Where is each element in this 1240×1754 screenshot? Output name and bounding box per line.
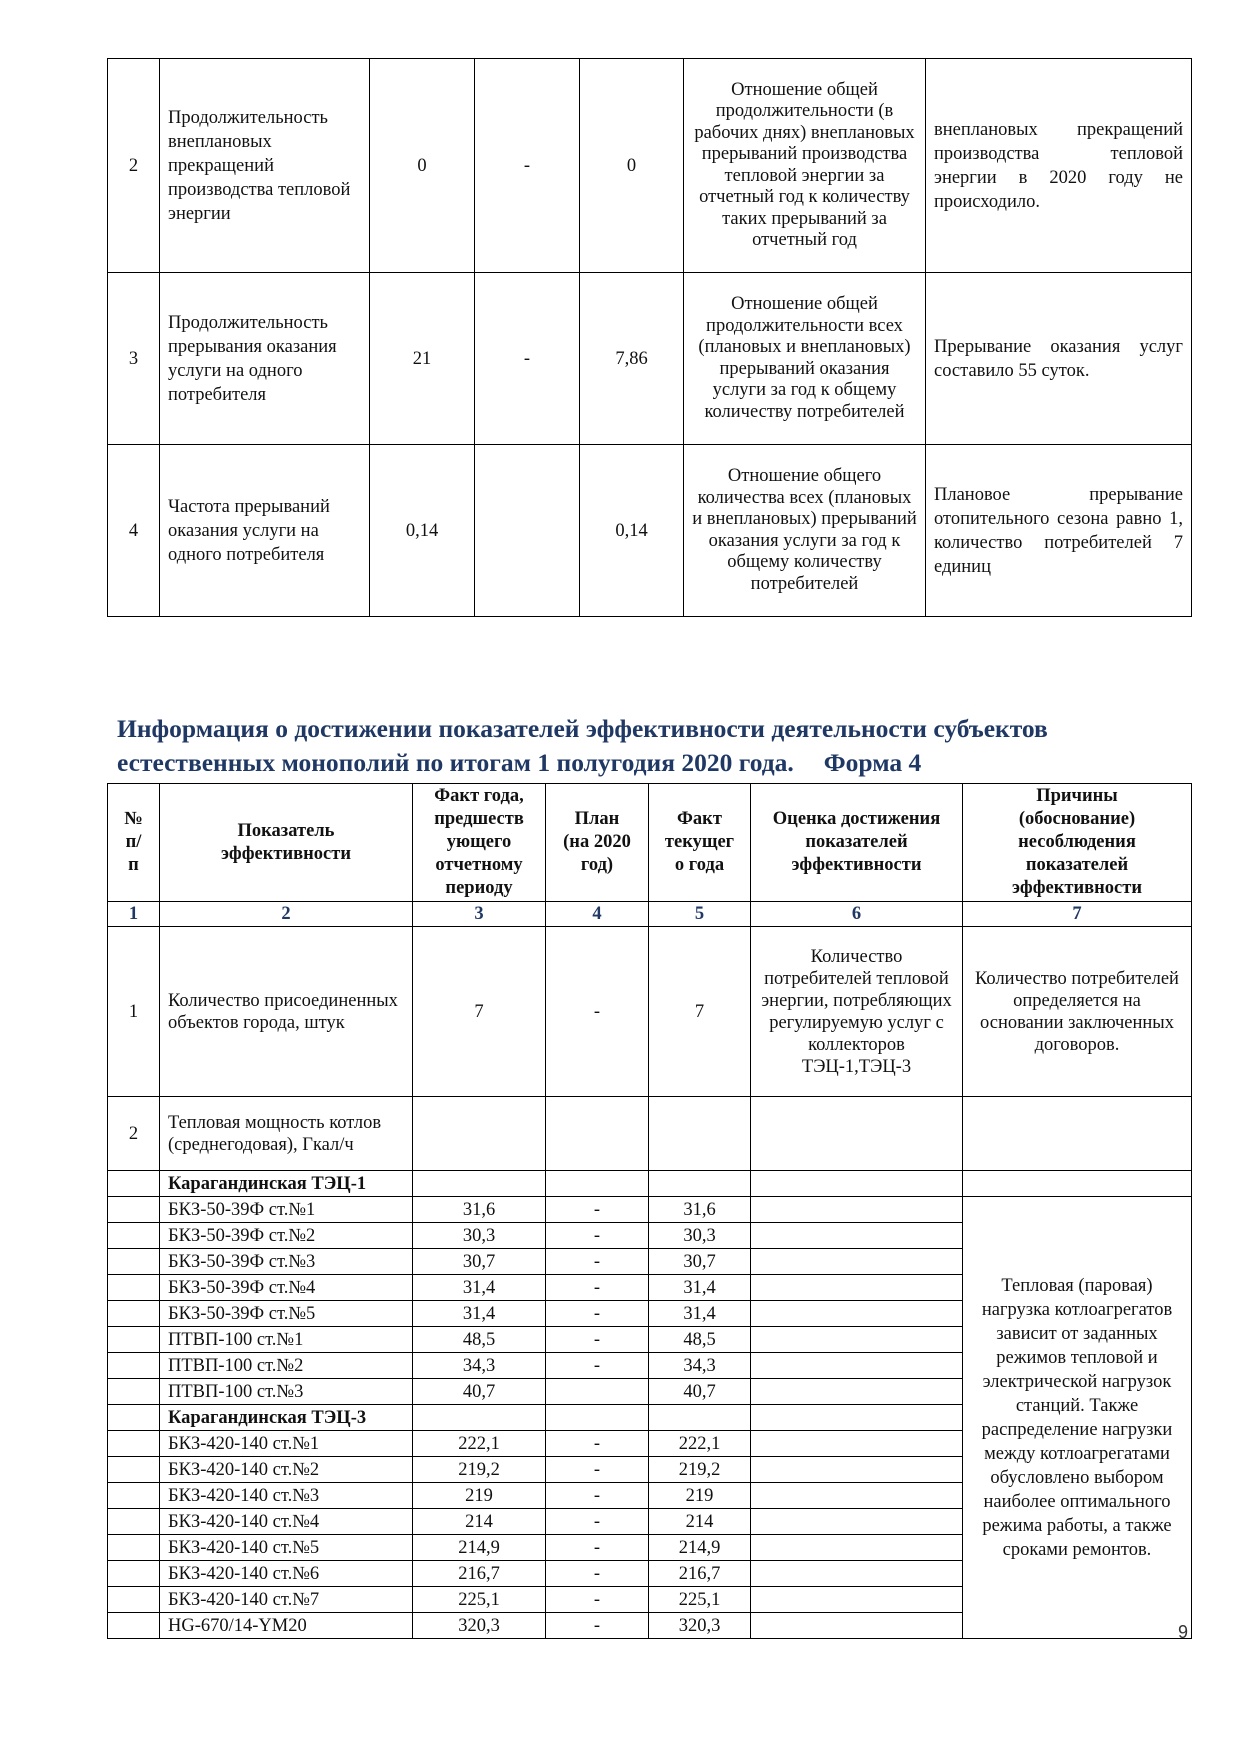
boiler-row xyxy=(108,1197,1192,1223)
column-number: 7 xyxy=(963,902,1192,927)
plan-cell: - xyxy=(546,927,649,1097)
assessment-cell xyxy=(751,1249,963,1275)
empty-cell xyxy=(108,1197,160,1223)
reason-cell: внеплановых прекращений производства тепловой энергии в 2020 году не происходило. xyxy=(926,59,1192,273)
boiler-name: ПТВП-100 ст.№2 xyxy=(160,1353,413,1379)
plan-cell: - xyxy=(546,1587,649,1613)
row-number: 2 xyxy=(108,59,160,273)
prev-year-cell: 219,2 xyxy=(413,1457,546,1483)
plan-cell: - xyxy=(475,273,580,445)
prev-year-cell: 48,5 xyxy=(413,1327,546,1353)
boiler-reason-cell: Тепловая (паровая) нагрузка котлоагрегатов зависит от заданных режимов тепловой и электрической нагрузок станций. Также распределение нагрузки между котлоагрегатами обусловлено выбором наиболее оптимального режима работы, а также сроками ремонтов. xyxy=(963,1197,1192,1639)
empty-cell xyxy=(649,1171,751,1197)
assessment-cell: Количество потребителей тепловой энергии, потребляющих регулируемую услуг с коллекторов ТЭЦ-1,ТЭЦ-3 xyxy=(751,927,963,1097)
current-year-cell: 34,3 xyxy=(649,1353,751,1379)
plan-cell: - xyxy=(546,1353,649,1379)
plan-cell: - xyxy=(546,1197,649,1223)
assessment-cell xyxy=(751,1587,963,1613)
assessment-cell: Отношение общей продолжительности всех (плановых и внеплановых) прерываний оказания услуги за год к общему количеству потребителей xyxy=(684,273,926,445)
empty-cell xyxy=(108,1353,160,1379)
form-label: Форма 4 xyxy=(823,748,922,777)
row-number: 2 xyxy=(108,1097,160,1171)
empty-cell xyxy=(413,1097,546,1171)
current-year-cell: 222,1 xyxy=(649,1431,751,1457)
prev-year-cell: 30,3 xyxy=(413,1223,546,1249)
assessment-cell xyxy=(751,1327,963,1353)
plan-cell: - xyxy=(546,1275,649,1301)
plan-cell xyxy=(475,445,580,617)
plan-cell: - xyxy=(546,1431,649,1457)
column-header: Факт текущег о года xyxy=(649,784,751,902)
indicator-cell: Количество присоединенных объектов города, штук xyxy=(160,927,413,1097)
empty-cell xyxy=(751,1171,963,1197)
empty-cell xyxy=(108,1431,160,1457)
current-year-cell: 40,7 xyxy=(649,1379,751,1405)
assessment-cell xyxy=(751,1301,963,1327)
indicator-cell: Тепловая мощность котлов (среднегодовая), Гкал/ч xyxy=(160,1097,413,1171)
table-row xyxy=(108,445,1192,617)
plan-cell: - xyxy=(546,1613,649,1639)
empty-cell xyxy=(108,1613,160,1639)
current-year-cell: 31,6 xyxy=(649,1197,751,1223)
assessment-cell: Отношение общей продолжительности (в рабочих днях) внеплановых прерываний производства тепловой энергии за отчетный год к количеству таких прерываний за отчетный год xyxy=(684,59,926,273)
prev-year-cell: 7 xyxy=(413,927,546,1097)
plan-cell: - xyxy=(546,1301,649,1327)
boiler-name: БКЗ-420-140 ст.№5 xyxy=(160,1535,413,1561)
reason-cell: Плановое прерывание отопительного сезона равно 1, количество потребителей 7 единиц xyxy=(926,445,1192,617)
boiler-name: БКЗ-50-39Ф ст.№3 xyxy=(160,1249,413,1275)
assessment-cell xyxy=(751,1197,963,1223)
table-header-row xyxy=(108,784,1192,902)
current-year-cell: 214,9 xyxy=(649,1535,751,1561)
assessment-cell xyxy=(751,1535,963,1561)
empty-cell xyxy=(108,1483,160,1509)
row-number: 4 xyxy=(108,445,160,617)
prev-year-cell: 30,7 xyxy=(413,1249,546,1275)
current-year-cell: 219 xyxy=(649,1483,751,1509)
boiler-name: БКЗ-420-140 ст.№2 xyxy=(160,1457,413,1483)
column-header: Причины (обоснование) несоблюдения показателей эффективности xyxy=(963,784,1192,902)
empty-cell xyxy=(108,1535,160,1561)
plan-cell xyxy=(546,1379,649,1405)
boiler-name: ПТВП-100 ст.№3 xyxy=(160,1379,413,1405)
empty-cell xyxy=(108,1561,160,1587)
plan-cell: - xyxy=(546,1457,649,1483)
current-year-cell: 30,7 xyxy=(649,1249,751,1275)
empty-cell xyxy=(751,1405,963,1431)
empty-cell xyxy=(108,1327,160,1353)
prev-year-cell: 40,7 xyxy=(413,1379,546,1405)
section-title xyxy=(117,712,1197,780)
empty-cell xyxy=(413,1171,546,1197)
empty-cell xyxy=(413,1405,546,1431)
assessment-cell xyxy=(751,1379,963,1405)
column-header: Показатель эффективности xyxy=(160,784,413,902)
indicator-cell: Продолжительность прерывания оказания услуги на одного потребителя xyxy=(160,273,370,445)
boiler-name: БКЗ-50-39Ф ст.№4 xyxy=(160,1275,413,1301)
plan-cell: - xyxy=(475,59,580,273)
empty-cell xyxy=(108,1249,160,1275)
prev-year-cell: 216,7 xyxy=(413,1561,546,1587)
prev-year-cell: 222,1 xyxy=(413,1431,546,1457)
column-number: 2 xyxy=(160,902,413,927)
boiler-name: БКЗ-420-140 ст.№4 xyxy=(160,1509,413,1535)
current-year-cell: 214 xyxy=(649,1509,751,1535)
current-year-cell: 30,3 xyxy=(649,1223,751,1249)
prev-year-cell: 320,3 xyxy=(413,1613,546,1639)
empty-cell xyxy=(108,1275,160,1301)
assessment-cell xyxy=(751,1431,963,1457)
boiler-name: БКЗ-420-140 ст.№1 xyxy=(160,1431,413,1457)
prev-year-cell: 0,14 xyxy=(370,445,475,617)
empty-cell xyxy=(546,1097,649,1171)
empty-cell xyxy=(108,1509,160,1535)
column-header: Факт года, предшеств ующего отчетному периоду xyxy=(413,784,546,902)
assessment-cell xyxy=(751,1353,963,1379)
boiler-name: БКЗ-420-140 ст.№7 xyxy=(160,1587,413,1613)
empty-cell xyxy=(649,1097,751,1171)
group-title: Карагандинская ТЭЦ-1 xyxy=(160,1171,413,1197)
column-number: 3 xyxy=(413,902,546,927)
boiler-name: БКЗ-50-39Ф ст.№5 xyxy=(160,1301,413,1327)
section-title-text: Информация о достижении показателей эффективности деятельности субъектов естественных монополий по итогам 1 полугодия 2020 года. xyxy=(117,714,1048,777)
assessment-cell xyxy=(751,1561,963,1587)
empty-cell xyxy=(108,1379,160,1405)
indicator-cell: Продолжительность внеплановых прекращений производства тепловой энергии xyxy=(160,59,370,273)
boiler-name: ПТВП-100 ст.№1 xyxy=(160,1327,413,1353)
assessment-cell xyxy=(751,1275,963,1301)
assessment-cell xyxy=(751,1223,963,1249)
column-header: № п/ п xyxy=(108,784,160,902)
empty-cell xyxy=(546,1405,649,1431)
prev-year-cell: 0 xyxy=(370,59,475,273)
group-title: Карагандинская ТЭЦ-3 xyxy=(160,1405,413,1431)
plan-cell: - xyxy=(546,1535,649,1561)
plan-cell: - xyxy=(546,1509,649,1535)
table-row xyxy=(108,59,1192,273)
indicator-cell: Частота прерываний оказания услуги на одного потребителя xyxy=(160,445,370,617)
current-year-cell: 7 xyxy=(649,927,751,1097)
table-efficiency-indicators xyxy=(107,783,1192,1639)
empty-cell xyxy=(108,1171,160,1197)
assessment-cell xyxy=(751,1483,963,1509)
assessment-cell xyxy=(751,1457,963,1483)
prev-year-cell: 34,3 xyxy=(413,1353,546,1379)
column-number: 5 xyxy=(649,902,751,927)
plan-cell: - xyxy=(546,1561,649,1587)
empty-cell xyxy=(108,1457,160,1483)
plan-cell: - xyxy=(546,1483,649,1509)
boiler-name: БКЗ-420-140 ст.№6 xyxy=(160,1561,413,1587)
table-row xyxy=(108,1097,1192,1171)
current-year-cell: 31,4 xyxy=(649,1275,751,1301)
assessment-cell xyxy=(751,1613,963,1639)
current-year-cell: 48,5 xyxy=(649,1327,751,1353)
plan-cell: - xyxy=(546,1327,649,1353)
assessment-cell xyxy=(751,1509,963,1535)
column-number: 6 xyxy=(751,902,963,927)
prev-year-cell: 214,9 xyxy=(413,1535,546,1561)
reason-cell: Прерывание оказания услуг составило 55 суток. xyxy=(926,273,1192,445)
prev-year-cell: 31,4 xyxy=(413,1275,546,1301)
prev-year-cell: 31,6 xyxy=(413,1197,546,1223)
empty-cell xyxy=(108,1587,160,1613)
table-row xyxy=(108,273,1192,445)
column-header: План (на 2020 год) xyxy=(546,784,649,902)
prev-year-cell: 214 xyxy=(413,1509,546,1535)
group-title-row xyxy=(108,1171,1192,1197)
empty-cell xyxy=(751,1097,963,1171)
empty-cell xyxy=(963,1097,1192,1171)
plan-cell: - xyxy=(546,1223,649,1249)
table-prev-indicators xyxy=(107,58,1192,617)
column-number: 1 xyxy=(108,902,160,927)
column-header: Оценка достижения показателей эффективности xyxy=(751,784,963,902)
current-year-cell: 7,86 xyxy=(580,273,684,445)
empty-cell xyxy=(546,1171,649,1197)
column-number: 4 xyxy=(546,902,649,927)
plan-cell: - xyxy=(546,1249,649,1275)
current-year-cell: 225,1 xyxy=(649,1587,751,1613)
boiler-name: HG-670/14-YM20 xyxy=(160,1613,413,1639)
empty-cell xyxy=(108,1223,160,1249)
reason-cell: Количество потребителей определяется на основании заключенных договоров. xyxy=(963,927,1192,1097)
current-year-cell: 216,7 xyxy=(649,1561,751,1587)
prev-year-cell: 21 xyxy=(370,273,475,445)
boiler-name: БКЗ-50-39Ф ст.№1 xyxy=(160,1197,413,1223)
empty-cell xyxy=(108,1301,160,1327)
current-year-cell: 31,4 xyxy=(649,1301,751,1327)
boiler-name: БКЗ-420-140 ст.№3 xyxy=(160,1483,413,1509)
current-year-cell: 320,3 xyxy=(649,1613,751,1639)
assessment-cell: Отношение общего количества всех (плановых и внеплановых) прерываний оказания услуги за год к общему количеству потребителей xyxy=(684,445,926,617)
empty-cell xyxy=(649,1405,751,1431)
row-number: 1 xyxy=(108,927,160,1097)
page-number: 9 xyxy=(1177,1622,1188,1642)
empty-cell xyxy=(963,1171,1192,1197)
current-year-cell: 0 xyxy=(580,59,684,273)
prev-year-cell: 31,4 xyxy=(413,1301,546,1327)
current-year-cell: 0,14 xyxy=(580,445,684,617)
table-row xyxy=(108,927,1192,1097)
current-year-cell: 219,2 xyxy=(649,1457,751,1483)
row-number: 3 xyxy=(108,273,160,445)
boiler-name: БКЗ-50-39Ф ст.№2 xyxy=(160,1223,413,1249)
empty-cell xyxy=(108,1405,160,1431)
column-number-row xyxy=(108,902,1192,927)
prev-year-cell: 219 xyxy=(413,1483,546,1509)
prev-year-cell: 225,1 xyxy=(413,1587,546,1613)
